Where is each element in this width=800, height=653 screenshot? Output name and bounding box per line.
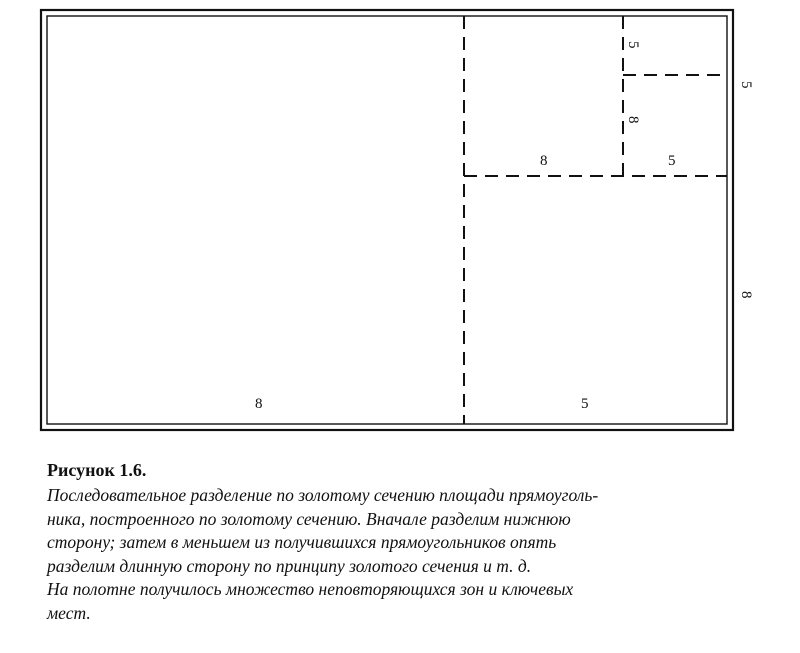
caption-line: ника, построенного по золотому сечению. Вначале разделим нижнюю [47,508,571,529]
caption-line: На полотне получилось множество неповторяющихся зон и ключевых [47,579,574,599]
label-inner-smallest: 5 [625,41,641,49]
caption-line: Последовательное разделение по золотому сечению площади прямоуголь- [47,485,599,505]
caption-line: разделим длинную сторону по принципу золотого сечения и т. д. [47,555,532,576]
label-bottom-left: 8 [255,396,263,412]
inner-frame [47,16,727,424]
label-right-upper: 5 [738,81,754,89]
label-inner-top-width: 8 [540,153,548,169]
label-inner-small-height: 8 [625,116,641,124]
label-right-lower: 8 [738,291,754,299]
label-bottom-right: 5 [581,396,589,412]
caption-line: сторону; затем в меньшем из получившихся прямоугольников опять [47,532,557,552]
caption-line: мест. [47,602,91,623]
outer-frame [41,10,733,430]
label-inner-small-width: 5 [668,153,676,169]
figure-caption [47,458,777,625]
caption-text [47,484,777,625]
caption-title: Рисунок 1.6. [47,460,147,480]
